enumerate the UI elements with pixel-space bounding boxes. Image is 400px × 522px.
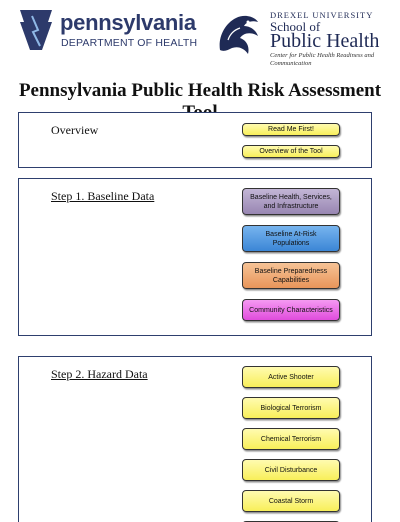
overview-panel [18, 112, 372, 168]
read-me-first-button[interactable]: Read Me First! [242, 123, 340, 136]
civil-disturbance-button[interactable]: Civil Disturbance [242, 459, 340, 481]
keystone-icon [18, 8, 54, 52]
dragon-icon [214, 10, 264, 58]
active-shooter-button[interactable]: Active Shooter [242, 366, 340, 388]
chemical-terrorism-button[interactable]: Chemical Terrorism [242, 428, 340, 450]
baseline-health-button[interactable]: Baseline Health, Services, and Infrastructure [242, 188, 340, 215]
step2-label: Step 2. Hazard Data [51, 367, 148, 381]
drexel-public-health-text: Public Health [270, 30, 380, 52]
overview-label: Overview [51, 123, 99, 137]
pa-logo-dept: DEPARTMENT OF HEALTH [61, 37, 198, 49]
pa-health-logo [18, 8, 198, 52]
baseline-at-risk-button[interactable]: Baseline At-Risk Populations [242, 225, 340, 252]
biological-terrorism-button[interactable]: Biological Terrorism [242, 397, 340, 419]
drexel-school-text: School of [270, 19, 321, 34]
drexel-university-text: DREXEL UNIVERSITY [270, 10, 374, 20]
drexel-logo [214, 8, 394, 68]
coastal-storm-button[interactable]: Coastal Storm [242, 490, 340, 512]
overview-of-tool-button[interactable]: Overview of the Tool [242, 145, 340, 158]
pa-logo-name: pennsylvania [60, 10, 196, 35]
community-characteristics-button[interactable]: Community Characteristics [242, 299, 340, 321]
drexel-center-text: Center for Public Health Readiness and Communication [270, 52, 375, 67]
step1-label: Step 1. Baseline Data [51, 189, 155, 203]
baseline-preparedness-button[interactable]: Baseline Preparedness Capabilities [242, 262, 340, 289]
step2-panel [18, 356, 372, 522]
page-title: Pennsylvania Public Health Risk Assessment [18, 80, 382, 101]
step1-panel [18, 178, 372, 336]
